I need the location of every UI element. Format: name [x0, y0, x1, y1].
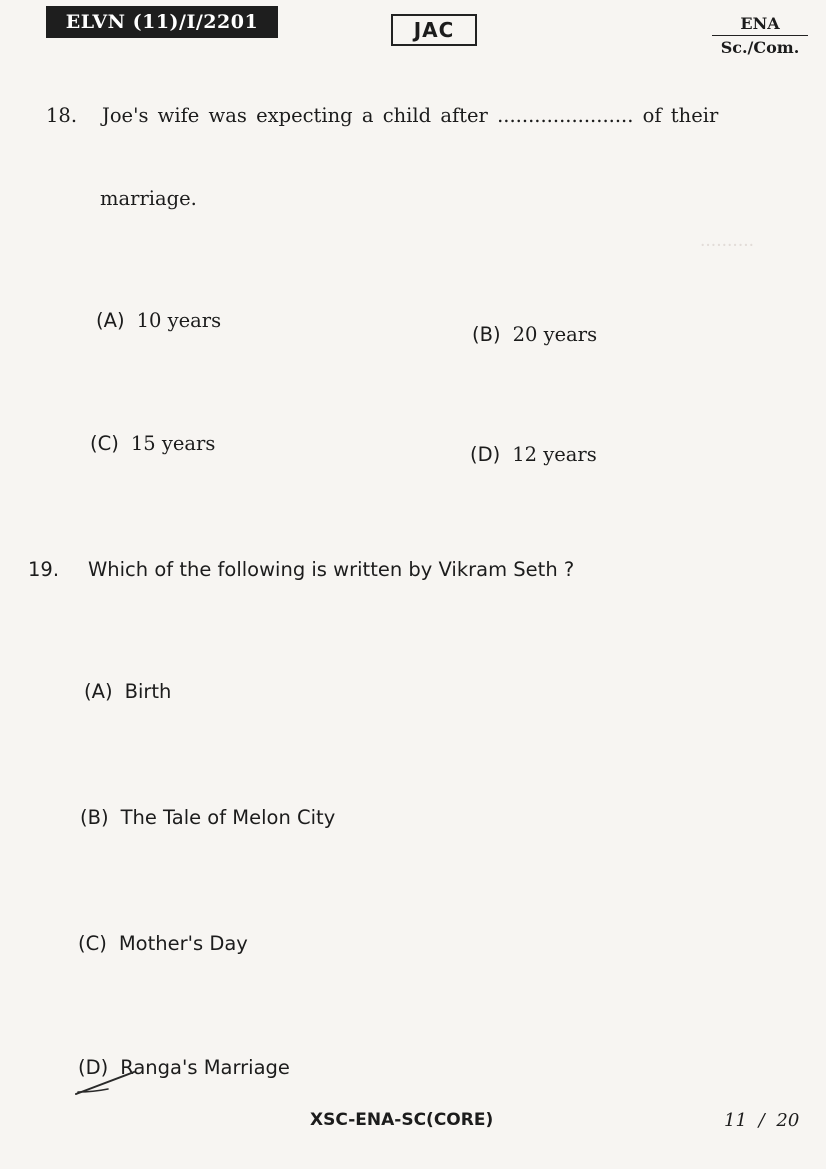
- option-text: 12 years: [512, 443, 597, 466]
- bleed-through-text: ··········: [700, 236, 755, 256]
- option-text: 20 years: [512, 323, 598, 346]
- option-label: (D): [78, 1056, 109, 1079]
- paper-code-badge: ELVN (11)/I/2201: [46, 6, 278, 38]
- question-number: 18.: [46, 104, 78, 127]
- question-19: [28, 558, 574, 581]
- footer-paper-code: XSC-ENA-SC(CORE): [310, 1110, 494, 1130]
- option-label: (B): [472, 323, 501, 346]
- option-18-c[interactable]: [90, 432, 215, 455]
- option-label: (A): [84, 680, 113, 703]
- option-label: (D): [470, 443, 501, 466]
- option-label: (C): [78, 932, 107, 955]
- option-text: Birth: [124, 680, 172, 703]
- option-text: Mother's Day: [118, 932, 248, 955]
- option-text: The Tale of Melon City: [120, 806, 336, 829]
- option-label: (B): [80, 806, 109, 829]
- subject-stream: [712, 14, 808, 57]
- subject-code: ENA: [712, 14, 808, 36]
- question-18-continuation: marriage.: [100, 187, 197, 210]
- option-label: (C): [90, 432, 119, 455]
- option-19-c[interactable]: [78, 932, 248, 955]
- option-18-d[interactable]: [470, 443, 597, 466]
- question-number: 19.: [28, 558, 60, 581]
- option-text: 15 years: [130, 432, 216, 455]
- option-19-a[interactable]: [84, 680, 171, 703]
- question-text: Joe's wife was expecting a child after: [102, 104, 488, 127]
- option-19-b[interactable]: [80, 806, 335, 829]
- fill-in-blank: ......................: [497, 104, 634, 127]
- board-badge: JAC: [391, 14, 477, 46]
- option-text: Ranga's Marriage: [120, 1056, 290, 1079]
- page-number: 11 / 20: [724, 1110, 800, 1131]
- question-text-end: of their: [642, 104, 719, 127]
- stream-label: Sc./Com.: [720, 38, 800, 57]
- option-18-a[interactable]: [96, 309, 221, 332]
- option-19-d[interactable]: [78, 1056, 290, 1079]
- question-18: [46, 104, 814, 127]
- option-label: (A): [96, 309, 125, 332]
- option-18-b[interactable]: [472, 323, 597, 346]
- question-text: Which of the following is written by Vikram Seth ?: [88, 558, 575, 581]
- option-text: 10 years: [136, 309, 222, 332]
